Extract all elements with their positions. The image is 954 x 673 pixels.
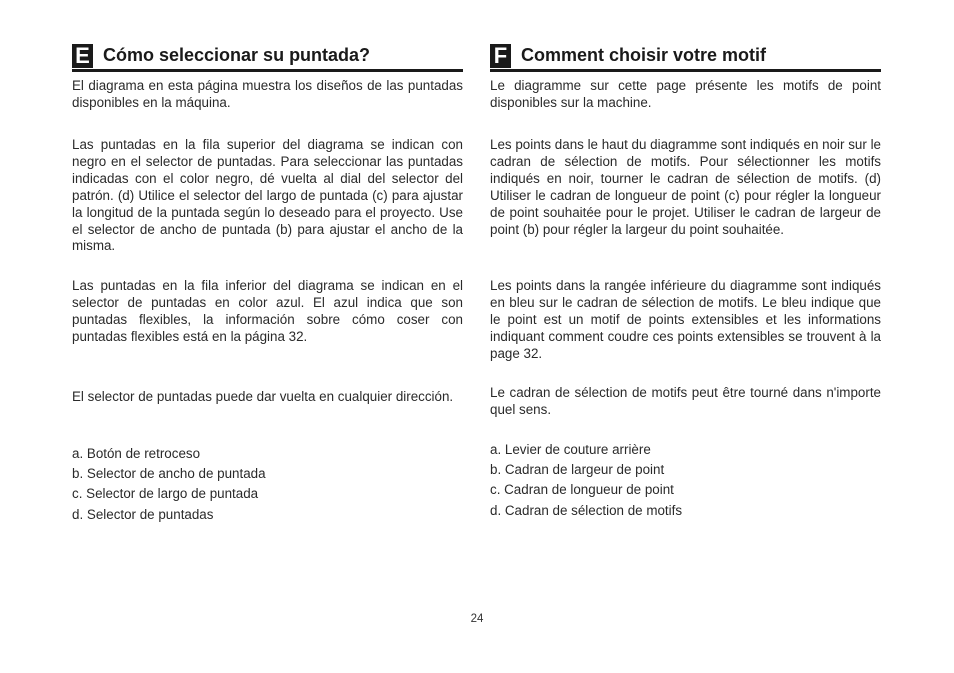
paragraph-bottom-row: Les points dans la rangée inférieure du diagramme sont indiqués en bleu sur le cadran de sélection de motifs. Le bleu indique que le point est un motif de points extensibles et les informations indiquant comment coudre ces points extensibles se trouvent à la page 32.: [490, 278, 881, 361]
paragraph-top-row: Las puntadas en la fila superior del diagrama se indican con negro en el selector de puntadas. Para seleccionar las puntadas indicadas con el color negro, dé vuelta al dial del selector del patrón. (d) Utilice el selector del largo de puntada (c) para ajustar la longitud de la puntada según lo deseado para el proyecto. Use el selector de ancho de puntada (b) para ajustar el ancho de la misma.: [72, 137, 463, 254]
section-french: [490, 42, 881, 518]
page-number: 24: [470, 613, 484, 625]
list-item: b. Cadran de largeur de point: [490, 462, 665, 478]
list-item: a. Botón de retroceso: [72, 446, 201, 461]
paragraph-top-row: Les points dans le haut du diagramme sont indiqués en noir sur le cadran de sélection de motifs. Pour sélectionner les motifs indiqués en noir, tourner le cadran de sélection de motifs. (d) Utiliser le cadran de longueur de point (c) pour régler la longueur de point souhaitée pour le projet. Utiliser le cadran de largeur de point (b) pour régler la largeur du point souhaitée.: [490, 137, 881, 237]
list-item: c. Cadran de longueur de point: [490, 482, 674, 498]
parts-list-spanish: [72, 444, 463, 525]
section-header-spanish: [72, 43, 463, 72]
language-badge-e: E: [72, 44, 93, 68]
list-item: d. Cadran de sélection de motifs: [490, 502, 683, 518]
paragraph-intro: El diagrama en esta página muestra los diseños de las puntadas disponibles en la máquina.: [72, 78, 463, 110]
list-item: b. Selector de ancho de puntada: [72, 466, 266, 482]
paragraph-bottom-row: Las puntadas en la fila inferior del diagrama se indican en el selector de puntadas en color azul. El azul indica que son puntadas flexibles, la información sobre cómo coser con puntadas flexibles está en la página 32.: [72, 278, 463, 344]
parts-list-french: [490, 440, 881, 521]
list-item: d. Selector de puntadas: [72, 506, 214, 522]
paragraph-rotation: El selector de puntadas puede dar vuelta en cualquier dirección.: [72, 389, 454, 404]
paragraph-rotation: Le cadran de sélection de motifs peut être tourné dans n'importe quel sens.: [490, 385, 881, 417]
language-badge-f: F: [490, 44, 511, 68]
section-spanish: [72, 42, 463, 522]
list-item: a. Levier de couture arrière: [490, 442, 651, 457]
section-header-french: [490, 43, 881, 72]
list-item: c. Selector de largo de puntada: [72, 486, 259, 502]
section-title-spanish: Cómo seleccionar su puntada?: [103, 45, 371, 65]
paragraph-intro: Le diagramme sur cette page présente les motifs de point disponibles sur la machine.: [490, 78, 881, 110]
section-title-french: Comment choisir votre motif: [521, 45, 767, 65]
